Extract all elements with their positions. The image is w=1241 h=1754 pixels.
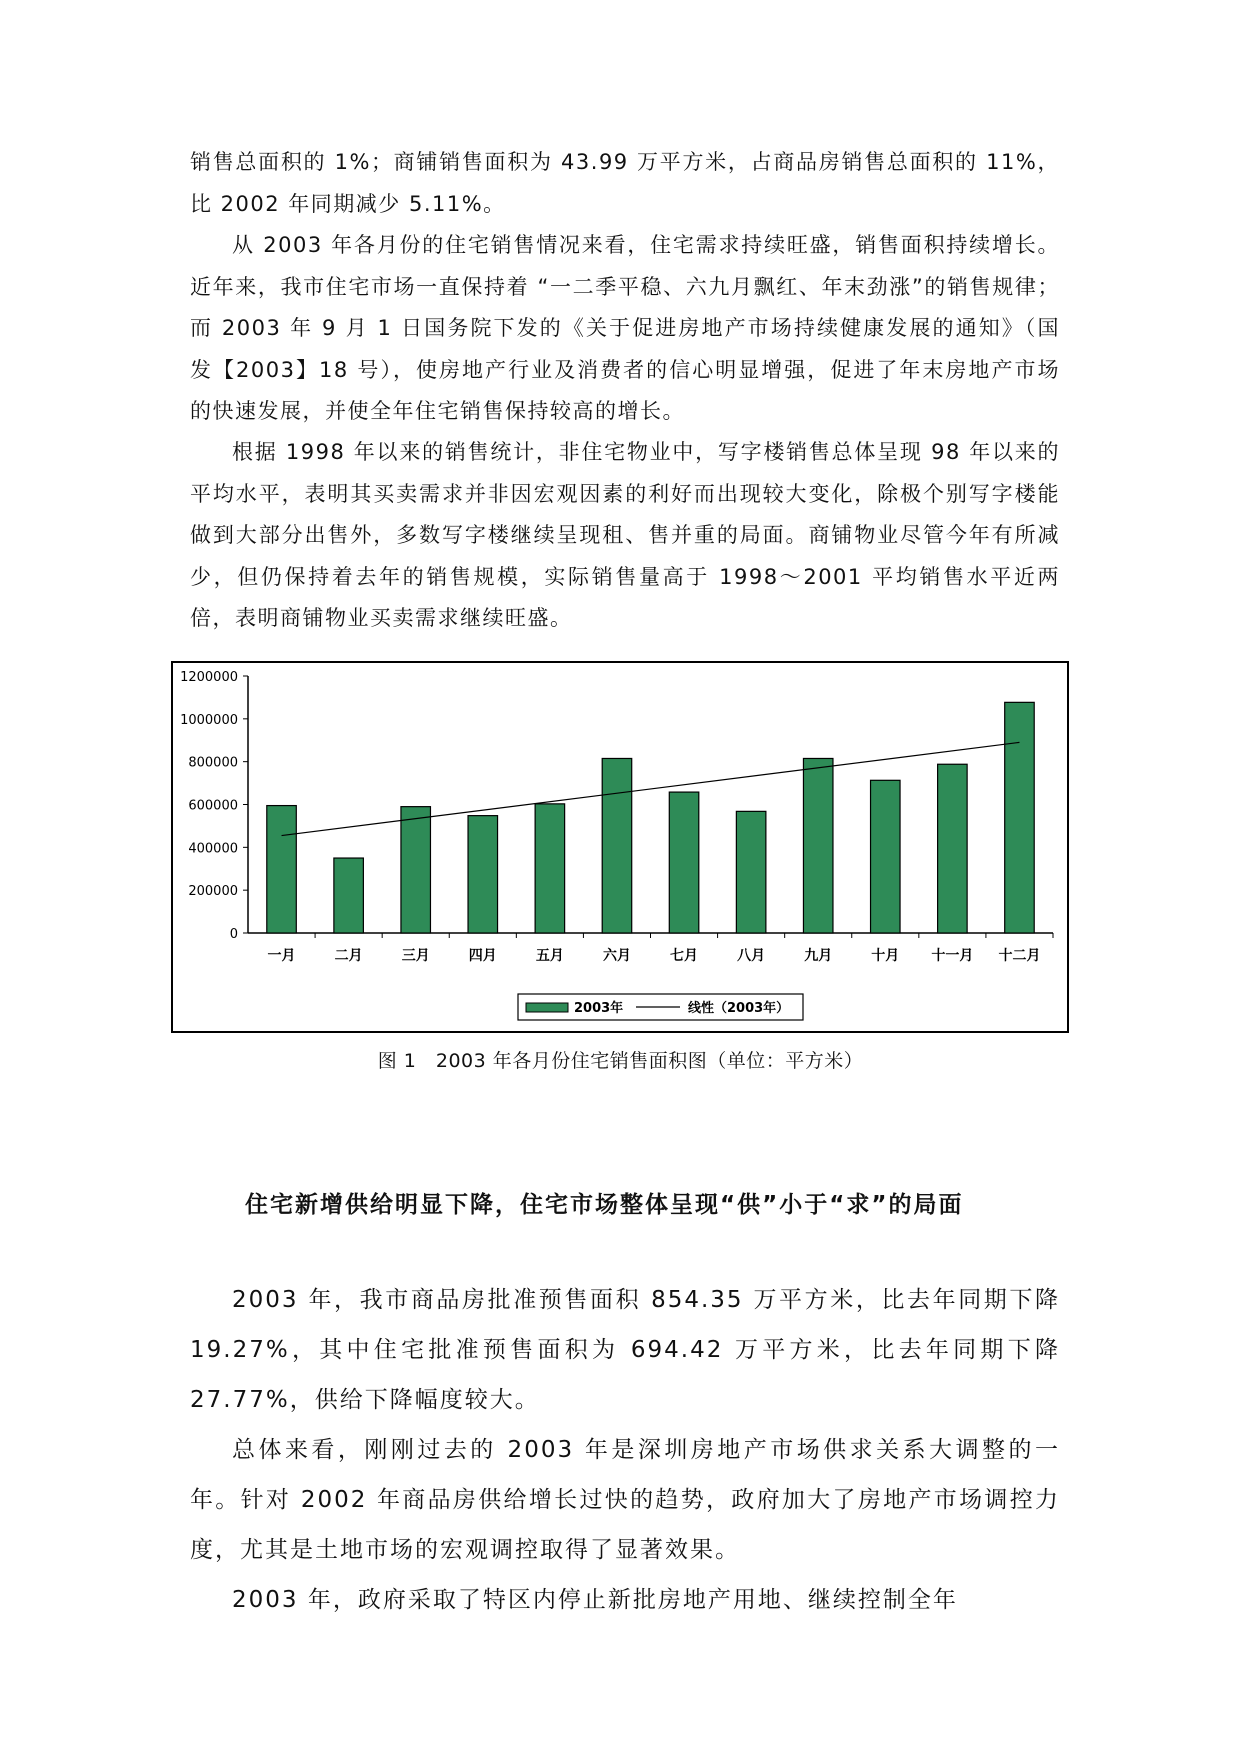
paragraph-policy: 2003 年，政府采取了特区内停止新批房地产用地、继续控制全年 — [232, 1587, 958, 1613]
bar — [602, 758, 632, 933]
monthly-sales-chart — [171, 661, 1069, 1033]
paragraph-non-residential: 根据 1998 年以来的销售统计，非住宅物业中，写字楼销售总体呈现 98 年以来的平均水平，表明其买卖需求并非因宏观因素的利好而出现较大变化，除极个别写字楼能做到大部分出售外，多数写字楼继续呈现租、售并重的局面。商铺物业尽管今年有所减少，但仍保持着去年的销售规模，实际销售量高于 1998～2001 平均销售水平近两倍，表明商铺物业买卖需求继续旺盛。 — [190, 440, 1060, 630]
y-tick-label: 400000 — [188, 841, 238, 857]
legend-label-series: 2003年 — [574, 1001, 624, 1016]
y-tick-label: 800000 — [188, 755, 238, 771]
x-tick-label: 二月 — [334, 948, 363, 964]
bar — [736, 811, 766, 933]
y-tick-label: 1200000 — [180, 670, 238, 685]
x-tick-label: 八月 — [737, 948, 766, 964]
x-tick-label: 四月 — [468, 948, 497, 964]
trendline — [282, 742, 1020, 835]
chart-svg — [173, 663, 1067, 1031]
y-tick-label: 600000 — [188, 798, 238, 814]
y-tick-label: 0 — [229, 927, 238, 942]
bar — [669, 792, 699, 933]
paragraph-presale: 2003 年，我市商品房批准预售面积 854.35 万平方米，比去年同期下降 19.27%，其中住宅批准预售面积为 694.42 万平方米，比去年同期下降 27.77%，供给下降幅度较大。 — [190, 1287, 1060, 1413]
x-tick-label: 六月 — [602, 948, 631, 964]
legend-swatch-bar — [526, 1003, 568, 1012]
x-tick-label: 十二月 — [998, 948, 1041, 964]
x-tick-label: 十一月 — [931, 948, 974, 964]
figure-caption: 图 1 2003 年各月份住宅销售面积图（单位：平方米） — [377, 1050, 864, 1072]
bar — [401, 807, 431, 933]
bar — [334, 858, 364, 933]
x-tick-label: 三月 — [401, 948, 430, 964]
bar — [468, 816, 498, 933]
y-tick-label: 1000000 — [180, 712, 238, 728]
x-tick-label: 九月 — [804, 948, 833, 964]
legend-label-trend: 线性（2003年） — [688, 1001, 790, 1016]
section-heading: 住宅新增供给明显下降，住宅市场整体呈现“供”小于“求”的局面 — [245, 1192, 964, 1218]
x-tick-label: 五月 — [535, 948, 564, 964]
x-tick-label: 十月 — [871, 948, 900, 964]
bar — [871, 780, 901, 933]
x-tick-label: 一月 — [267, 948, 296, 964]
bar — [535, 804, 565, 933]
x-tick-label: 七月 — [670, 948, 699, 964]
bar — [938, 764, 968, 933]
paragraph-monthly-sales: 从 2003 年各月份的住宅销售情况来看，住宅需求持续旺盛，销售面积持续增长。近年来，我市住宅市场一直保持着 “一二季平稳、六九月飘红、年末劲涨”的销售规律；而 2003 年 9 月 1 日国务院下发的《关于促进房地产市场持续健康发展的通知》（国发【2003】18 号），使房地产行业及消费者的信心明显增强，促进了年末房地产市场的快速发展，并使全年住宅销售保持较高的增长。 — [190, 233, 1060, 423]
bar — [1005, 702, 1035, 933]
bar — [803, 758, 833, 933]
y-tick-label: 200000 — [188, 884, 238, 900]
bar — [267, 806, 297, 933]
paragraph-shop-sales: 销售总面积的 1%；商铺销售面积为 43.99 万平方米，占商品房销售总面积的 11%，比 2002 年同期减少 5.11%。 — [190, 150, 1060, 216]
paragraph-summary: 总体来看，刚刚过去的 2003 年是深圳房地产市场供求关系大调整的一年。针对 2002 年商品房供给增长过快的趋势，政府加大了房地产市场调控力度，尤其是土地市场的宏观调控取得了显著效果。 — [190, 1437, 1060, 1563]
